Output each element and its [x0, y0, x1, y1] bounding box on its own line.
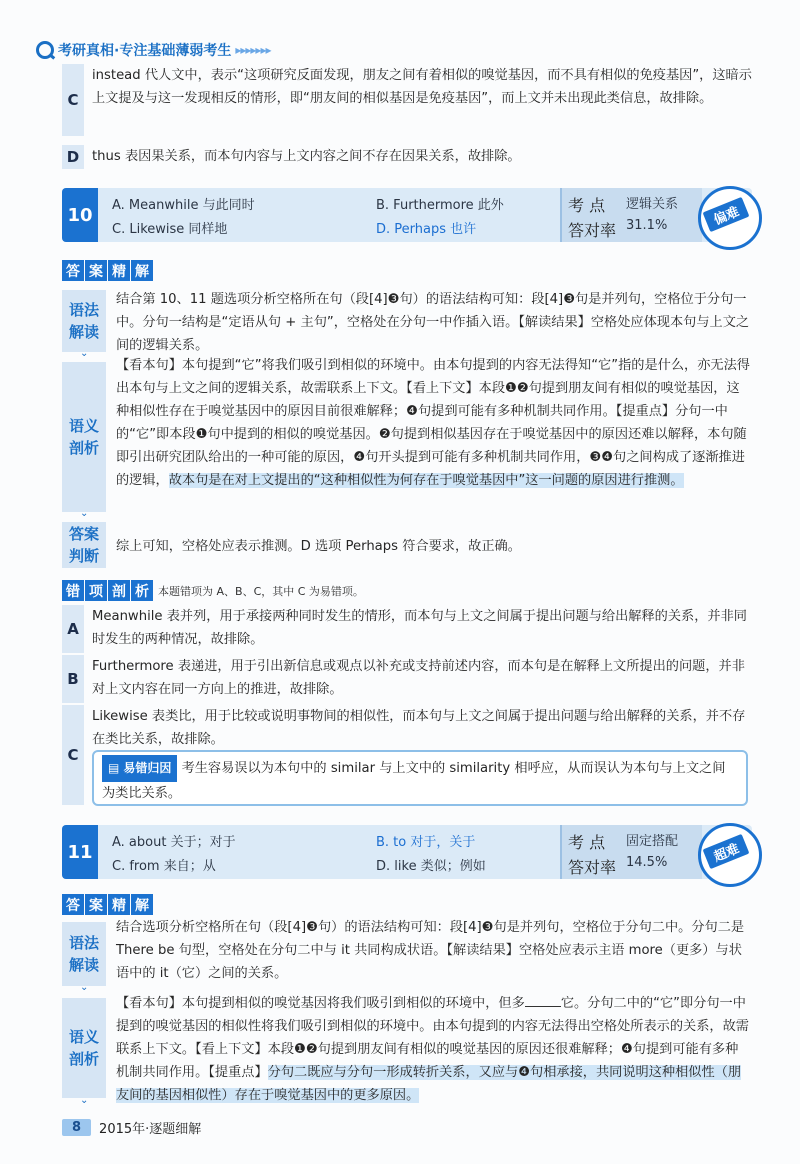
q10-kd-label: 考 点 [568, 196, 606, 215]
q11-kd-value: 固定搭配 [626, 834, 679, 849]
q10-wrong-a-text: Meanwhile 表并列，用于承接两种同时发生的情形，而本句与上文之间属于提出问题与给出解释的关系，并非同时发生的两种情况，故排除。 [92, 609, 747, 647]
grammar-label-text: 语法解读 [68, 934, 99, 974]
page-header [36, 40, 271, 60]
error-cause-tag [102, 755, 177, 782]
answer-section-title [62, 894, 153, 915]
q10-meaning-text [116, 354, 750, 492]
q10-wrong-b-text: Furthermore 表递进，用于引出新信息或观点以补充或支持前述内容，而本句是在解释上文所提出的问题，并非对上文内容在同一方向上的推进，故排除。 [92, 659, 745, 697]
meaning-label-text: 语义剖析 [68, 1028, 99, 1068]
option-letter-c: C [62, 705, 84, 805]
title-char: 解 [131, 260, 153, 281]
grammar-label [62, 922, 106, 986]
q10-rate-value: 31.1% [626, 218, 668, 233]
wrong-section-title [62, 580, 153, 601]
error-cause-tag-text: 易错归因 [123, 761, 172, 775]
chevron-down-icon: ⌄ [80, 1095, 89, 1106]
q10-option-c: C. Likewise 同样地 [112, 222, 228, 237]
q10-grammar-text: 结合第 10、11 题选项分析空格所在句（段[4]❸句）的语法结构可知：段[4]❸句是并列句，空格位于分句一中。分句一结构是“定语从句 + 主句”，空格处在分句一中作插入语。【解读结果】空格处应体现本句与上文之间的逻辑关系。 [116, 292, 750, 353]
magnifier-icon [36, 41, 54, 59]
title-char: 精 [108, 894, 130, 915]
page-number: 8 [62, 1119, 91, 1136]
chevron-down-icon: ⌄ [80, 982, 89, 993]
q10-answer-text: 综上可知，空格处应表示推测。D 选项 Perhaps 符合要求，故正确。 [116, 539, 521, 554]
title-char: 错 [62, 580, 84, 601]
q10-wrong-c-text: Likewise 表类比，用于比较或说明事物间的相似性，而本句与上文之间属于提出问题与给出解释的关系，并不存在类比关系，故排除。 [92, 709, 746, 747]
question-11-number: 11 [62, 825, 98, 879]
q10-option-d-correct: D. Perhaps 也许 [376, 222, 477, 237]
footer-title: 2015年·逐题细解 [99, 1122, 202, 1137]
answer-blank [525, 992, 561, 1007]
meaning-label [62, 362, 106, 512]
book-icon: ▤ [108, 761, 120, 775]
chevron-down-icon: ⌄ [80, 508, 89, 519]
q10-meaning-highlight: 故本句是在对上文提出的“这种相似性为何存在于嗅觉基因中”这一问题的原因进行推测。 [168, 473, 684, 488]
prev-option-c-text: instead 代人文中，表示“这项研究反面发现，朋友之间有着相似的嗅觉基因，而不具有相似的免疫基因”，这暗示上文提及与这一发现相反的情形，即“朋友间的相似基因是免疫基因”，而上文并未出现此类信息，故排除。 [92, 68, 752, 106]
grammar-label [62, 290, 106, 352]
answer-section-title [62, 260, 153, 281]
option-letter-a: A [62, 605, 84, 653]
error-cause-text: 考生容易误以为本句中的 similar 与上文中的 similarity 相呼应，从而误认为本句与上文之间为类比关系。 [102, 761, 726, 801]
answer-judge-label [62, 522, 106, 568]
q11-grammar-text: 结合选项分析空格所在句（段[4]❸句）的语法结构可知：段[4]❸句是并列句，空格位于分句二中。分句二是 There be 句型，空格处在分句二中与 it 共同构成状语。【解读结果】空格处应表示主语 more（更多）与状语中的 it（它）之间的关系。 [116, 920, 745, 981]
wrong-note: 本题错项为 A、B、C，其中 C 为易错项。 [158, 585, 364, 598]
q11-option-b-correct: B. to 对于，关于 [376, 835, 476, 850]
q11-meaning-post: 它。分句二中的“它”即分句一中提到的嗅觉基因的相似性将我们吸引到相似的环境中。由本句提到的内容无法得出空格处所表示的关系，故需联系上下文。【看上下文】本段❶❷句提到朋友间有相似的嗅觉基因的原因还很难解释；❹句提到可能有多种机制共同作用。【提重点】 [116, 996, 749, 1080]
chevron-down-icon: ⌄ [80, 348, 89, 359]
title-char: 析 [131, 580, 153, 601]
title-char: 剖 [108, 580, 130, 601]
q11-option-d: D. like 类似；例如 [376, 859, 486, 874]
title-char: 答 [62, 894, 84, 915]
q11-meaning-highlight: 分句二既应与分句一形成转折关系，又应与❹句相承接，共同说明这种相似性（朋友间的基因相似性）存在于嗅觉基因中的更多原因。 [116, 1065, 742, 1103]
error-cause-content [102, 755, 732, 805]
meaning-label-text: 语义剖析 [68, 417, 99, 457]
q10-meaning-body: 【看本句】本句提到“它”将我们吸引到相似的环境中。由本句提到的内容无法得知“它”指的是什么，亦无法得出本句与上文之间的逻辑关系，故需联系上下文。【看上下文】本段❶❷句提到朋友间有相似的嗅觉基因，这种相似性存在于嗅觉基因中的原因目前很难解释；❹句提到可能有多种机制共同作用。【提重点】分句一中的“它”即本段❶句中提到的相似的嗅觉基因。❷句提到相似基因存在于嗅觉基因中的原因还难以解释，本句随即引出研究团队给出的一种可能的原因，❹句开头提到可能有多种机制共同作用，❸❹句之间构成了逐渐推进的逻辑， [116, 358, 750, 488]
meaning-label [62, 998, 106, 1098]
option-letter-b: B [62, 655, 84, 703]
title-char: 解 [131, 894, 153, 915]
q10-option-b: B. Furthermore 此外 [376, 198, 504, 213]
question-10-number: 10 [62, 188, 98, 242]
title-char: 精 [108, 260, 130, 281]
q10-kd-value: 逻辑关系 [626, 197, 679, 212]
option-letter-d: D [62, 145, 84, 169]
option-letter-c: C [62, 64, 84, 136]
q10-option-a: A. Meanwhile 与此同时 [112, 198, 255, 213]
title-char: 答 [62, 260, 84, 281]
q11-option-a: A. about 关于；对于 [112, 835, 236, 850]
grammar-label-text: 语法解读 [68, 301, 99, 341]
title-char: 项 [85, 580, 107, 601]
q11-rate-value: 14.5% [626, 855, 668, 870]
q11-rate-label: 答对率 [568, 858, 617, 877]
header-brand: 考研真相·专注基础薄弱考生 [58, 43, 232, 59]
q11-kd-label: 考 点 [568, 833, 606, 852]
q10-difficulty: 偏难 [703, 197, 750, 232]
answer-judge-label-text: 答案判断 [68, 525, 99, 565]
title-char: 案 [85, 894, 107, 915]
q11-option-c: C. from 来自；从 [112, 859, 216, 874]
header-arrows: ▸▸▸▸▸▸▸ [235, 43, 271, 57]
q10-rate-label: 答对率 [568, 221, 617, 240]
page-footer [62, 1118, 201, 1137]
prev-option-d-text: thus 表因果关系，而本句内容与上文内容之间不存在因果关系，故排除。 [92, 149, 521, 164]
q11-difficulty: 超难 [703, 834, 750, 869]
q11-meaning-pre: 【看本句】本句提到相似的嗅觉基因将我们吸引到相似的环境中，但多 [116, 996, 525, 1011]
title-char: 案 [85, 260, 107, 281]
q11-meaning-text [116, 992, 750, 1107]
